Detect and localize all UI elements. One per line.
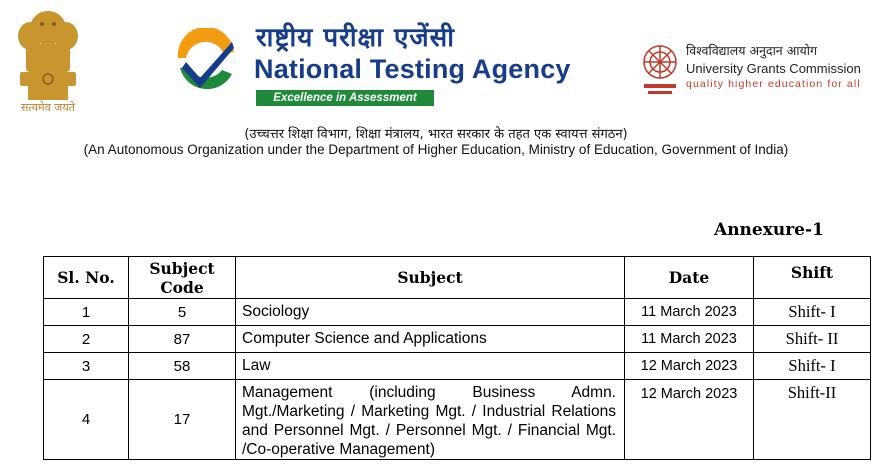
cell-code: 58 (129, 353, 236, 380)
table-row (44, 353, 871, 380)
cell-sl: 3 (44, 353, 129, 380)
cell-sl: 2 (44, 326, 129, 353)
nta-hindi-name: राष्ट्रीय परीक्षा एजेंसी (256, 23, 455, 53)
cell-shift: Shift- II (754, 326, 871, 353)
table-header-row (44, 257, 871, 299)
cell-sl: 1 (44, 299, 129, 326)
nta-tagline: Excellence in Assessment (256, 90, 434, 106)
emblem-motto: सत्यमेव जयते (20, 101, 75, 114)
annexure-title: Annexure-1 (714, 220, 824, 240)
table-row (44, 380, 871, 460)
nta-check-logo (172, 28, 240, 96)
ugc-logo (640, 40, 680, 98)
cell-shift: Shift- I (754, 353, 871, 380)
cell-code: 17 (129, 380, 236, 460)
table-row (44, 326, 871, 353)
cell-date: 12 March 2023 (625, 380, 754, 460)
organization-subtitle-english: (An Autonomous Organization under the Department of Higher Education, Ministry of Education, Government of India) (83, 142, 789, 157)
cell-code: 87 (129, 326, 236, 353)
header-sl-no: Sl. No. (44, 257, 129, 299)
table-row (44, 299, 871, 326)
cell-shift: Shift-II (754, 380, 871, 460)
cell-date: 12 March 2023 (625, 353, 754, 380)
header-subject-code: Subject Code (129, 257, 236, 299)
cell-subject: Management (including Business Admn. Mgt./Marketing / Marketing Mgt. / Industrial Relations and Personnel Mgt. / Personnel Mgt. / Financial Mgt. /Co-operative Management) (236, 380, 625, 460)
cell-shift: Shift- I (754, 299, 871, 326)
cell-subject: Law (236, 353, 625, 380)
ugc-quality-tagline: quality higher education for all (686, 78, 861, 90)
cell-date: 11 March 2023 (625, 326, 754, 353)
header-date: Date (625, 257, 754, 299)
ugc-english-name: University Grants Commission (686, 61, 861, 76)
header-subject: Subject (236, 257, 625, 299)
cell-code: 5 (129, 299, 236, 326)
exam-schedule-table (43, 256, 871, 460)
cell-subject: Sociology (236, 299, 625, 326)
nta-english-name: National Testing Agency (254, 54, 571, 84)
organization-subtitle-hindi: (उच्चत्तर शिक्षा विभाग, शिक्षा मंत्रालय, भारत सरकार के तहत एक स्वायत्त संगठन) (244, 127, 628, 142)
cell-sl: 4 (44, 380, 129, 460)
header-shift: Shift (754, 257, 871, 299)
cell-date: 11 March 2023 (625, 299, 754, 326)
cell-subject: Computer Science and Applications (236, 326, 625, 353)
ugc-hindi-name: विश्वविद्यालय अनुदान आयोग (686, 43, 818, 58)
